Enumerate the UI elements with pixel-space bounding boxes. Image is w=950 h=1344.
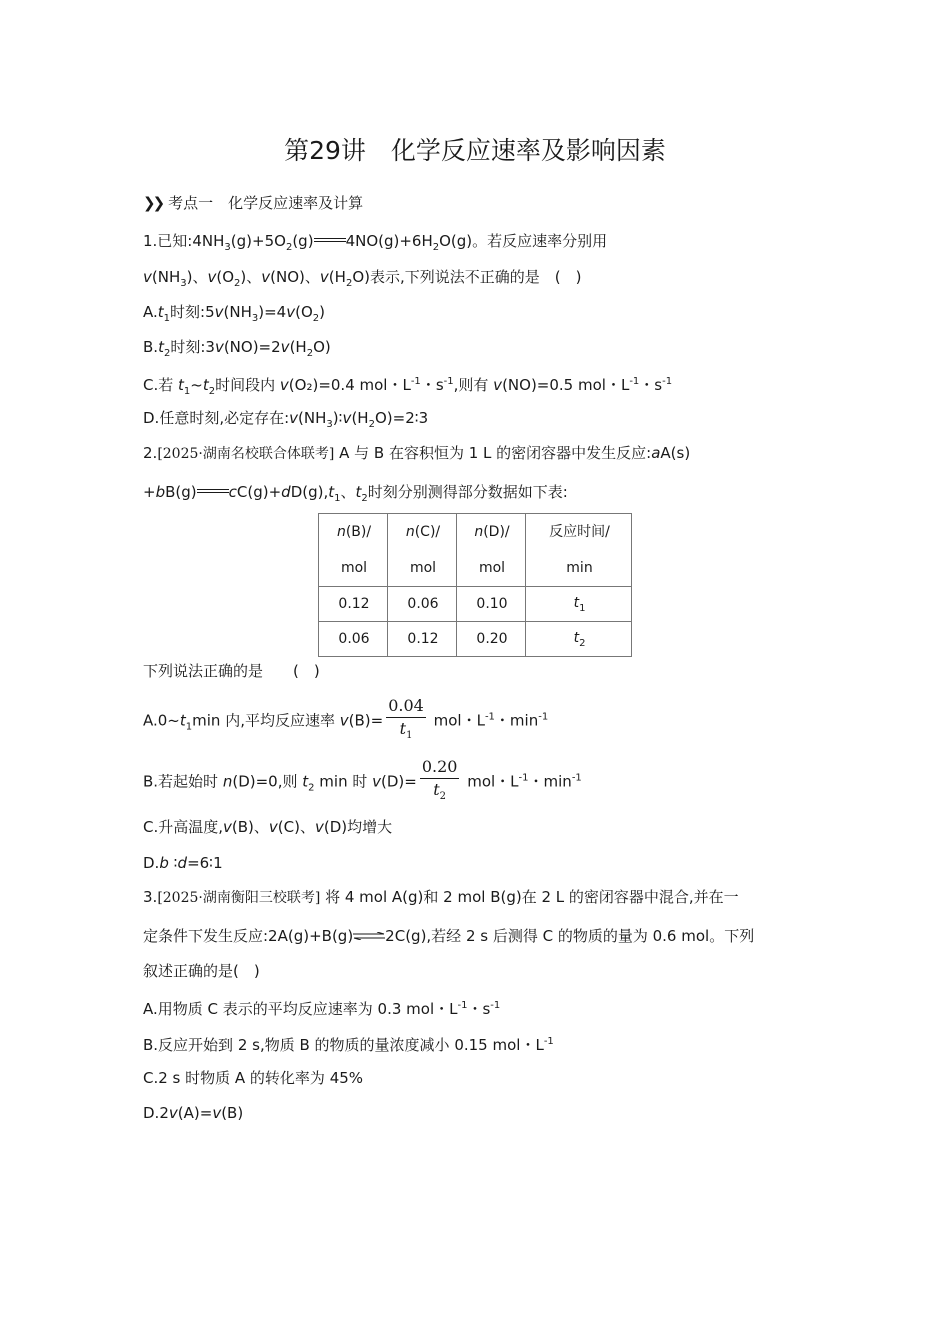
q2-option-a[interactable]: $A.0\sim t_1\min$ 内,平均反应速率 v(B)= $\frac{0.04}{t_1}$ mol・$L^{-1}$・$\min^{-1}$ [143, 695, 548, 750]
q3-option-c[interactable]: C.2 s 时物质 A 的转化率为 45% [143, 1069, 364, 1087]
q2-source: [2025·湖南名校联合体联考] [157, 446, 335, 462]
fraction: $\frac{0.20}{t_2}$ [421, 757, 458, 803]
table-row [319, 587, 632, 622]
table-cell: 0.12 [388, 622, 457, 657]
q2-option-b[interactable]: B.若起始时 n(D)=0,则 $t_2$ min 时 v(D)= $\frac{0.20}{t_2}$ mol・$L^{-1}$・$\min^{-1}$ [143, 756, 582, 811]
q2-prompt: 下列说法正确的是 ( ) [143, 662, 320, 680]
header-n-b: n(B)/ mol [319, 514, 388, 587]
q3-source: [2025·湖南衡阳三校联考] [157, 890, 321, 906]
q3-stem-line2: 定条件下发生反应:2A(g)+B(g) 2C(g),若经 2 s 后测得 C 的物质的量为 0.6 mol。下列 [143, 927, 755, 945]
header-n-d: n(D)/ mol [457, 514, 526, 587]
q3-option-b[interactable]: B.反应开始到 2 s,物质 B 的物质的量浓度减小 0.15 mol・$L^{-1}$ [143, 1036, 554, 1054]
q1-stem-line2: $v(NH_3)$、$v(O_2)$、v(NO)、$v(H_2O)$表示,下列说法不正确的是 ( ) [143, 268, 582, 289]
q3-stem-line3: 叙述正确的是( ) [143, 962, 260, 980]
table-header-row [319, 514, 632, 587]
q1-stem-line1: 1.已知$:4NH_3(g)+5O_2(g)$ $4NO(g)+6H_2O(g)$。若反应速率分别用 [143, 232, 608, 253]
q1-option-a[interactable]: $A.t_1$时刻$:5v(NH_3)=4v(O_2)$ [143, 303, 326, 324]
header-n-c: n(C)/ mol [388, 514, 457, 587]
q3-option-d[interactable]: D.2v(A)=v(B) [143, 1104, 244, 1122]
section-marker-icon: ❯❯ [143, 194, 163, 212]
equilibrium-arrow-icon [197, 488, 229, 496]
table-cell: 0.12 [319, 587, 388, 622]
q2-stem-line2: +bB(g) $cC(g)+dD(g),t_1$、$t_2$时刻分别测得部分数据如下表: [143, 483, 568, 504]
table-row [319, 622, 632, 657]
table-cell: 0.10 [457, 587, 526, 622]
table-cell: 0.06 [319, 622, 388, 657]
table-cell: 0.20 [457, 622, 526, 657]
section-label: 考点一 化学反应速率及计算 [168, 194, 364, 212]
q2-stem-line1: 2.[2025·湖南名校联合体联考] A 与 B 在容积恒为 1 L 的密闭容器中发生反应:aA(s) [143, 444, 691, 462]
q2-option-d[interactable]: D.b ∶d=6∶1 [143, 854, 223, 872]
q3-option-a[interactable]: A.用物质 C 表示的平均反应速率为 0.3 mol・$L^{-1}$・$s^{-1}$ [143, 1000, 501, 1018]
table-cell: $t_2$ [526, 622, 632, 657]
page-title: 第29讲 化学反应速率及影响因素 [284, 136, 666, 165]
header-time: 反应时间/ min [526, 514, 632, 587]
q2-option-c[interactable]: C.升高温度,v(B)、v(C)、v(D)均增大 [143, 818, 393, 836]
reversible-arrow-icon [353, 932, 385, 940]
q1-option-b[interactable]: $B.t_2$时刻$:3v(NO)=2v(H_2O)$ [143, 338, 331, 359]
q2-data-table [318, 513, 632, 657]
table-cell: 0.06 [388, 587, 457, 622]
equilibrium-arrow-icon [314, 237, 346, 245]
q1-option-d[interactable]: D.任意时刻,必定存在$:v(NH_3)∶v(H_2O)=2∶3$ [143, 409, 429, 430]
fraction: $\frac{0.04}{t_1}$ [388, 696, 424, 742]
q1-option-c[interactable]: C.若 $t_1\sim t_2$时间段内 v(O₂)=0.4 mol・$L^{-1}$・$s^{-1}$,则有 v(NO)=0.5 mol・$L^{-1}$・$s^{-1}$ [143, 376, 673, 397]
table-cell: $t_1$ [526, 587, 632, 622]
section-heading [143, 193, 363, 213]
q3-stem-line1: 3.[2025·湖南衡阳三校联考] 将 4 mol A(g)和 2 mol B(g)在 2 L 的密闭容器中混合,并在一 [143, 888, 739, 906]
